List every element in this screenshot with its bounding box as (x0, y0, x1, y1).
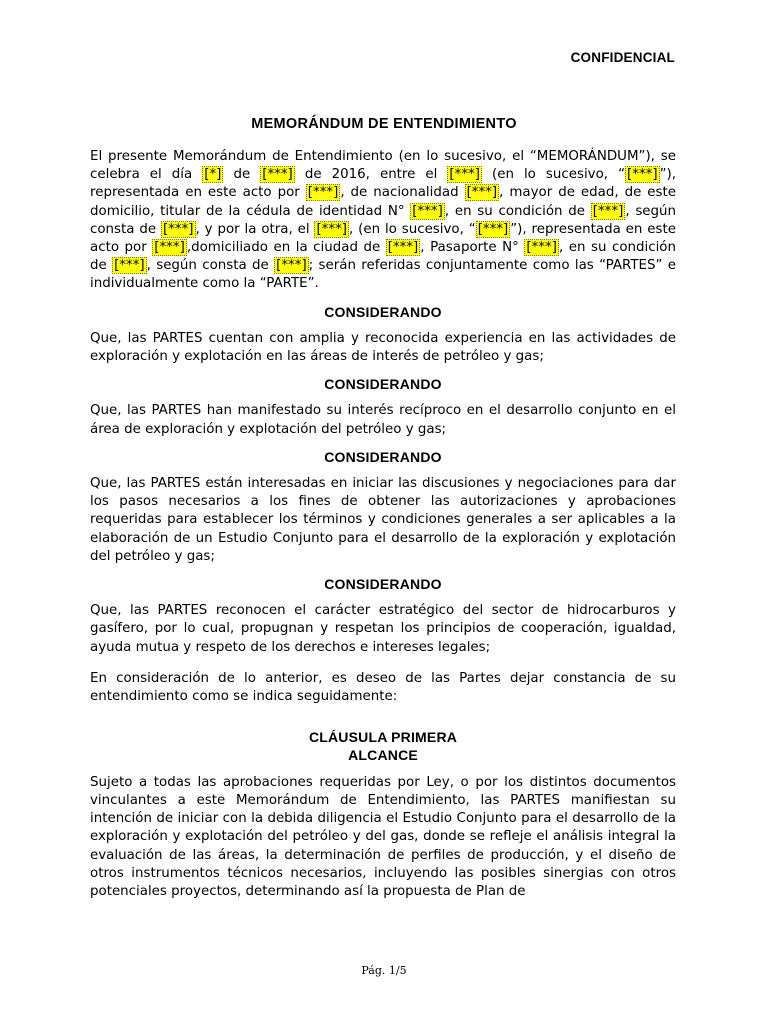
intro-text: , según consta de (90, 203, 677, 237)
placeholder-highlight: [***] (412, 203, 443, 219)
placeholder-highlight: [***] (466, 185, 498, 201)
intro-text: , en su condición de (444, 203, 591, 219)
intro-text: ”), representada en este acto por (90, 167, 676, 201)
considerando-heading: CONSIDERANDO (324, 576, 442, 593)
clause-paragraph: Sujeto a todas las aprobaciones requeridas por Ley, o por los distintos documentos vinculantes a este Memorándum de Entendimiento, las PARTES manifiestan su intención de iniciar con la debida diligencia el Estudio Conjunto para el desarrollo de la exploración y explotación del petróleo y del gas, donde se refleje el análisis integral la evaluación de las áreas, la determinación de perfiles de producción, y el diseño de otros instrumentos técnicos necesarios, incluyendo las posibles sinergias con otros potenciales proyectos, determinando así la propuesta de Plan de (90, 774, 676, 899)
intro-paragraph (90, 148, 676, 294)
considerando-heading: CONSIDERANDO (324, 448, 442, 465)
document-title: MEMORÁNDUM DE ENTENDIMIENTO (251, 116, 517, 132)
placeholder-highlight: [***] (449, 167, 480, 183)
intro-text: , mayor de edad, de este domicilio, titular de la cédula de identidad N° (90, 185, 676, 219)
intro-text: , (en lo sucesivo, “ (349, 221, 476, 237)
page-number: Pág. 1/5 (361, 964, 407, 977)
intro-text: ; serán referidas conjuntamente como las “PARTES” e individualmente como la “PARTE”. (90, 258, 676, 292)
intro-text: , y por la otra, el (195, 221, 315, 237)
placeholder-highlight: [***] (154, 240, 185, 256)
intro-text: (en lo sucesivo, “ (481, 167, 626, 183)
placeholder-highlight: [***] (262, 167, 293, 183)
considerando-paragraph: Que, las PARTES están interesadas en iniciar las discusiones y negociaciones para dar los pasos necesarios a los fines de obtener las autorizaciones y aprobaciones requeridas para establecer los términos y condiciones generales a ser aplicables a la elaboración de un Estudio Conjunto para el desarrollo de la exploración y explotación del petróleo y gas; (90, 476, 676, 564)
placeholder-highlight: [*] (204, 167, 222, 183)
intro-text: , Pasaporte N° (420, 240, 525, 256)
considerando-heading: CONSIDERANDO (324, 376, 442, 393)
placeholder-highlight: [***] (627, 167, 658, 183)
considerando-paragraph: Que, las PARTES han manifestado su interés recíproco en el desarrollo conjunto en el área de exploración y explotación del petróleo y gas; (90, 403, 676, 437)
placeholder-highlight: [***] (477, 221, 509, 237)
placeholder-highlight: [***] (592, 203, 624, 219)
intro-text: ,domiciliado en la ciudad de (186, 240, 386, 256)
considerando-paragraph: Que, las PARTES reconocen el carácter estratégico del sector de hidrocarburos y gasífero, por lo cual, propugnan y respetan los principios de cooperación, igualdad, ayuda mutua y respeto de los derechos e intereses legales; (90, 603, 676, 655)
considerando-paragraph: Que, las PARTES cuentan con amplia y reconocida experiencia en las actividades de exploración y explotación en las áreas de interés de petróleo y gas; (90, 330, 676, 365)
placeholder-highlight: [***] (387, 240, 419, 256)
intro-text: ”), representada en este acto por (90, 221, 676, 256)
clause-subheading: ALCANCE (348, 747, 418, 764)
intro-text: , de nacionalidad (340, 185, 465, 201)
placeholder-highlight: [***] (316, 221, 347, 237)
clause-heading: CLÁUSULA PRIMERA (308, 729, 458, 746)
placeholder-highlight: [***] (162, 221, 194, 237)
confidential-label: CONFIDENCIAL (570, 50, 675, 65)
document-body (90, 148, 676, 901)
placeholder-highlight: [***] (276, 258, 307, 274)
considerando-heading: CONSIDERANDO (324, 303, 442, 320)
placeholder-highlight: [***] (307, 185, 339, 201)
placeholder-highlight: [***] (114, 258, 145, 274)
intro-text: , según consta de (146, 258, 275, 274)
placeholder-highlight: [***] (526, 240, 557, 256)
intro-text: , en su condición de (90, 240, 676, 274)
intro-text: de (223, 167, 261, 183)
conclusion-paragraph: En consideración de lo anterior, es deseo de las Partes dejar constancia de su entendimiento como se indica seguidamente: (90, 670, 676, 705)
intro-text: El presente Memorándum de Entendimiento (en lo sucesivo, el “MEMORÁNDUM”), se celebra el día (90, 149, 676, 183)
intro-text: de 2016, entre el (294, 167, 448, 183)
